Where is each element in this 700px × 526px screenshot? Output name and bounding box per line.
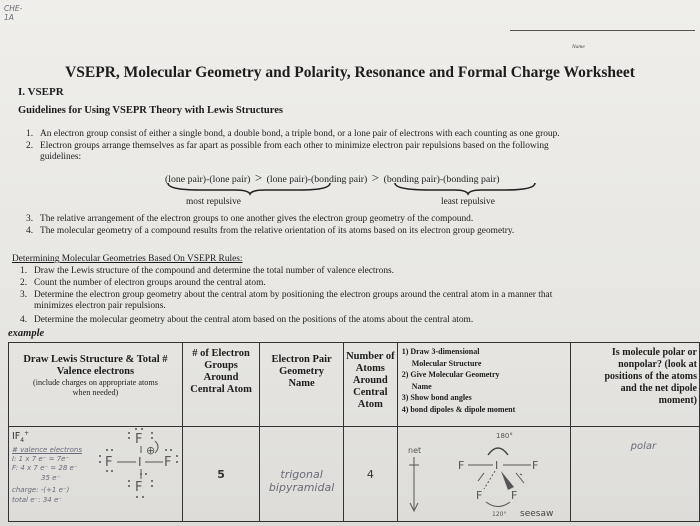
repulsion-braces bbox=[150, 180, 550, 196]
lone-pair-lobe bbox=[488, 448, 508, 455]
lewis-charge: ⊕ bbox=[146, 444, 156, 457]
col-electron-groups-header bbox=[182, 343, 259, 427]
vsepr-table bbox=[8, 342, 700, 522]
col4-line: Around bbox=[352, 375, 388, 386]
lewis-cell bbox=[9, 427, 183, 522]
lewis-f-bottom: F bbox=[135, 480, 143, 495]
angle-120-label: 120° bbox=[491, 511, 507, 518]
col2-line: Around bbox=[203, 372, 239, 383]
rule-text: Determine the molecular geometry about the central atom based on the positions of the atoms about the central atom. bbox=[34, 315, 474, 325]
col4-line: Number of bbox=[346, 351, 395, 362]
col3-line: Electron Pair bbox=[271, 354, 332, 365]
page-title: VSEPR, Molecular Geometry and Polarity, Resonance and Formal Charge Worksheet bbox=[65, 64, 635, 81]
mol-bond-dashed bbox=[484, 471, 495, 489]
col6-line: nonpolar? (look at bbox=[618, 359, 697, 370]
rule-text-cont: minimizes electron pair repulsions. bbox=[34, 301, 166, 311]
lewis-f-right: F bbox=[164, 455, 172, 470]
ep-geometry-1: trigonal bbox=[280, 468, 323, 481]
rule-text: Count the number of electron groups around the central atom. bbox=[34, 278, 266, 288]
guideline-text: Electron groups arrange themselves as far apart as possible from each other to minimize electron pair repulsions based on the following bbox=[40, 141, 549, 151]
rule-num: 2. bbox=[20, 278, 28, 288]
guideline-3 bbox=[26, 214, 473, 224]
repulsion-bonding-bonding: (bonding pair)-(bonding pair) bbox=[383, 174, 500, 185]
guideline-1 bbox=[26, 129, 560, 140]
valence-fluorine: F: 4 x 7 e⁻ = 28 e⁻ bbox=[12, 464, 78, 472]
brace-most bbox=[168, 183, 330, 194]
lewis-f-top: F bbox=[135, 432, 143, 447]
mol-iodine: I bbox=[494, 459, 498, 472]
repulsion-lone-lone: (lone pair)-(lone pair) bbox=[165, 174, 251, 185]
formula-base: IF bbox=[12, 431, 21, 443]
course-line-2: 1A bbox=[4, 13, 14, 22]
name-label: Name bbox=[572, 44, 585, 50]
rule-4 bbox=[20, 315, 473, 325]
section-heading: I. VSEPR bbox=[18, 86, 64, 98]
electron-groups-value: 5 bbox=[217, 467, 225, 481]
col1-line4: when needed) bbox=[72, 387, 119, 397]
col3-line: Name bbox=[288, 378, 315, 389]
greater-than-1: > bbox=[254, 170, 263, 185]
valence-label: # valence electrons bbox=[12, 446, 82, 454]
rule-num: 1. bbox=[20, 266, 28, 276]
course-line-1: CHE- bbox=[4, 4, 23, 13]
col4-line: Central bbox=[353, 387, 388, 398]
charge-line: charge: -(+1 e⁻) bbox=[12, 486, 70, 494]
col1-line3: (include charges on appropriate atoms bbox=[32, 378, 158, 387]
bracket-top-right bbox=[155, 441, 158, 453]
lewis-iodine: I bbox=[138, 455, 142, 469]
col5-line: 1) Draw 3-dimensional bbox=[401, 347, 480, 356]
col-polarity-header bbox=[570, 343, 699, 427]
mol-f-front: F bbox=[510, 489, 518, 502]
col-atoms-header bbox=[343, 343, 397, 427]
col6-line: positions of the atoms bbox=[604, 371, 697, 382]
col6-line: moment) bbox=[658, 395, 697, 406]
seesaw-drawing bbox=[398, 427, 573, 521]
ep-geometry-2: bipyramidal bbox=[268, 481, 335, 494]
col1-line2: Valence electrons bbox=[56, 366, 135, 377]
example-row bbox=[9, 427, 700, 522]
valence-iodine: I: 1 x 7 e⁻ = 7e⁻ bbox=[12, 455, 70, 463]
guideline-text: The molecular geometry of a compound results from the relative orientation of its atoms based on its electron group geometry. bbox=[40, 226, 515, 236]
col4-line: Atoms bbox=[355, 363, 385, 374]
angle-120-arc bbox=[486, 502, 510, 507]
col-molecular-header bbox=[397, 343, 570, 427]
col2-line: Central Atom bbox=[190, 384, 252, 395]
col5-line: Name bbox=[411, 381, 432, 391]
rule-num: 4. bbox=[20, 315, 28, 325]
rule-1 bbox=[20, 266, 394, 276]
valence-sum: 35 e⁻ bbox=[41, 474, 61, 482]
guideline-text: An electron group consist of either a single bond, a double bond, a triple bond, or a lone pair of electrons with each counting as one group. bbox=[40, 129, 560, 139]
rule-text: Draw the Lewis structure of the compound and determine the total number of valence electrons. bbox=[34, 266, 395, 276]
rule-num: 3. bbox=[20, 290, 28, 300]
ep-geometry-cell bbox=[260, 427, 344, 522]
mol-f-right: F bbox=[531, 459, 539, 472]
brace-least bbox=[395, 183, 535, 194]
rule-2 bbox=[20, 278, 266, 288]
formula-charge: + bbox=[24, 430, 30, 437]
col4-line: Atom bbox=[357, 399, 383, 410]
guideline-4 bbox=[26, 226, 514, 236]
rule-3 bbox=[20, 290, 552, 312]
rules-heading: Determining Molecular Geometries Based On VSEPR Rules: bbox=[12, 254, 243, 264]
guideline-2 bbox=[26, 141, 549, 163]
atoms-cell bbox=[343, 427, 397, 522]
col3-line: Geometry bbox=[279, 366, 325, 377]
col5-line: Molecular Structure bbox=[411, 358, 482, 368]
guidelines-heading: Guidelines for Using VSEPR Theory with Lewis Structures bbox=[18, 105, 283, 116]
greater-than-2: > bbox=[371, 170, 380, 185]
mol-f-back: F bbox=[475, 489, 483, 502]
dipole-arrow-left bbox=[478, 473, 484, 481]
guideline-num: 4. bbox=[26, 226, 34, 236]
col1-line1: Draw Lewis Structure & Total # bbox=[23, 354, 168, 365]
least-repulsive-label: least repulsive bbox=[441, 197, 495, 207]
polarity-value: polar bbox=[630, 441, 657, 452]
col6-line: Is molecule polar or bbox=[611, 347, 697, 358]
col-ep-geometry-header bbox=[260, 343, 344, 427]
most-repulsive-label: most repulsive bbox=[186, 197, 241, 207]
total-electrons: total e⁻: 34 e⁻ bbox=[12, 496, 62, 504]
col5-line: 2) Give Molecular Geometry bbox=[401, 370, 500, 379]
rule-text: Determine the electron group geometry about the central atom by positioning the electron groups around the central atom in a manner that bbox=[34, 290, 553, 300]
mol-bond-wedge bbox=[501, 471, 514, 490]
atoms-value: 4 bbox=[366, 467, 374, 481]
electron-groups-cell bbox=[182, 427, 259, 522]
repulsion-lone-bonding: (lone pair)-(bonding pair) bbox=[266, 174, 368, 185]
course-handwritten bbox=[4, 4, 22, 22]
guideline-text: The relative arrangement of the electron groups to one another gives the electron group geometry of the compound. bbox=[40, 214, 474, 224]
lewis-structure-drawing bbox=[95, 427, 183, 519]
formula bbox=[12, 430, 29, 444]
formula-subscript: 4 bbox=[20, 437, 25, 445]
name-line bbox=[510, 30, 695, 31]
col6-line: and the net dipole bbox=[620, 383, 697, 394]
example-label: example bbox=[8, 328, 45, 339]
molecular-cell bbox=[397, 427, 570, 522]
col2-line: # of Electron bbox=[192, 348, 250, 359]
polarity-cell bbox=[570, 427, 699, 522]
guideline-num: 1. bbox=[26, 129, 34, 139]
col-lewis-header bbox=[9, 343, 183, 427]
lewis-f-left: F bbox=[105, 455, 113, 470]
net-label: net bbox=[407, 446, 421, 455]
header-row bbox=[9, 343, 700, 427]
dipole-arrow-right bbox=[516, 473, 524, 483]
col5-line: 4) bond dipoles & dipole moment bbox=[401, 404, 516, 414]
col2-line: Groups bbox=[204, 360, 238, 371]
col5-line: 3) Show bond angles bbox=[401, 393, 472, 402]
guideline-num: 3. bbox=[26, 214, 34, 224]
mol-f-left: F bbox=[457, 459, 465, 472]
molecular-geometry-name: seesaw bbox=[519, 509, 554, 519]
angle-180-label: 180° bbox=[495, 432, 513, 440]
guideline-num: 2. bbox=[26, 141, 34, 151]
guideline-text-cont: guidelines: bbox=[40, 152, 82, 162]
